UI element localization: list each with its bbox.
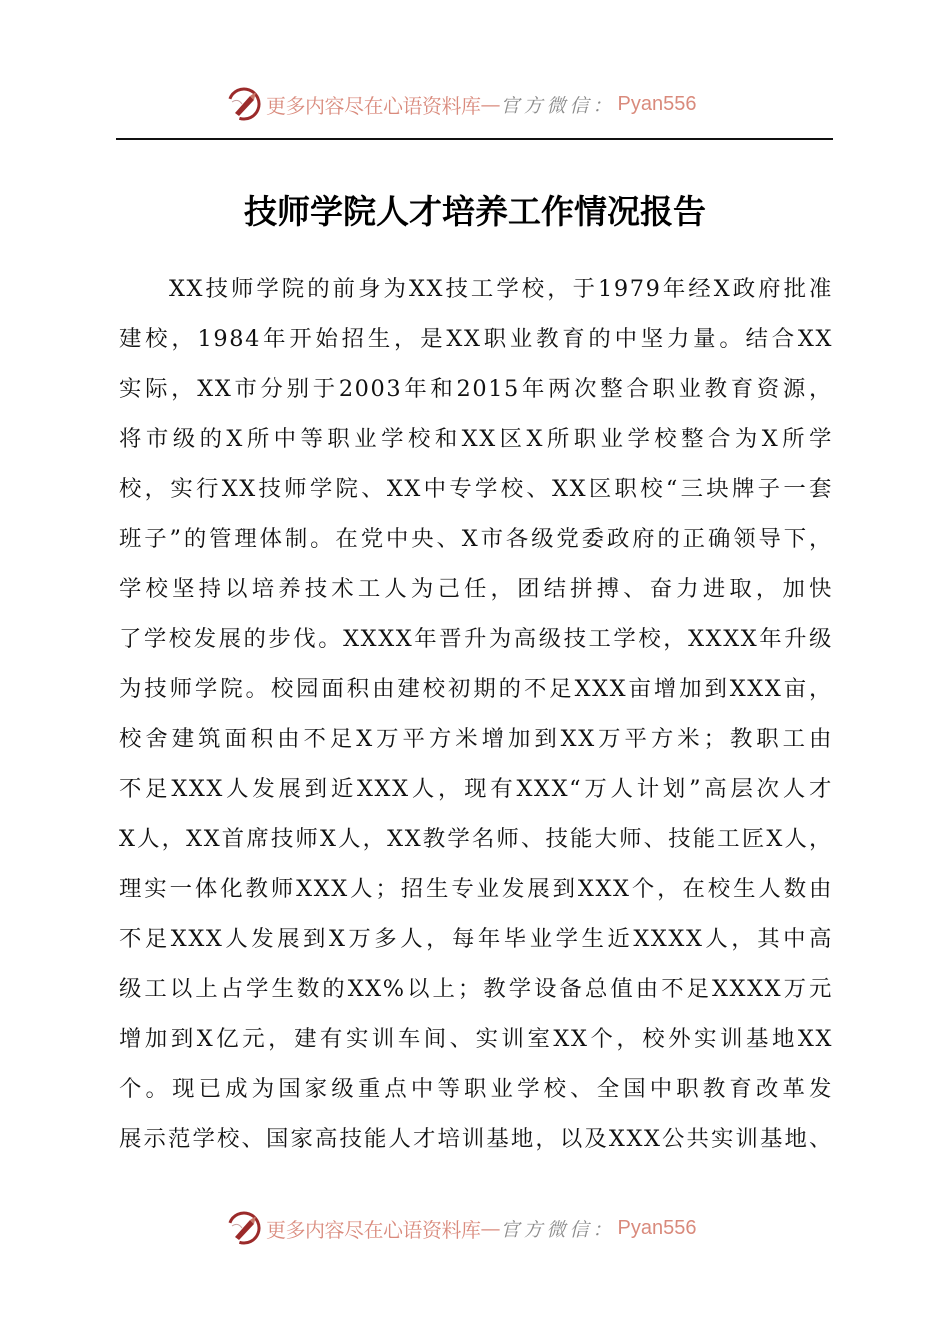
body-line: XX技师学院的前身为XX技工学校，于1979年经X政府批准 <box>169 276 833 302</box>
body-line: 不足XXX人发展到近XXX人，现有XXX“万人计划”高层次人才 <box>119 776 833 802</box>
body-line: 校舍建筑面积由不足X万平方米增加到XX万平方米；教职工由 <box>119 726 833 752</box>
banner-dash: — <box>480 1216 501 1240</box>
body-line: 了学校发展的步伐。XXXX年晋升为高级技工学校，XXXX年升级 <box>119 626 833 652</box>
banner-dash: — <box>480 92 501 116</box>
quill-pen-logo-icon <box>226 1210 262 1246</box>
body-line: 级工以上占学生数的XX%以上；教学设备总值由不足XXXX万元 <box>119 976 833 1002</box>
banner-wechat-id: Pyan556 <box>617 1216 697 1239</box>
body-line: 将市级的X所中等职业学校和XX区X所职业学校整合为X所学 <box>119 426 833 452</box>
body-line: 班子”的管理体制。在党中央、X市各级党委政府的正确领导下， <box>119 526 833 552</box>
banner-wechat-label: 官方微信： <box>500 94 616 117</box>
banner-main-text: 更多内容尽在心语资料库 <box>266 1217 481 1242</box>
body-line: 展示范学校、国家高技能人才培训基地，以及XXX公共实训基地、 <box>119 1126 833 1152</box>
header-banner <box>226 84 696 124</box>
document-title: 技师学院人才培养工作情况报告 <box>244 192 706 231</box>
body-line: 校，实行XX技师学院、XX中专学校、XX区职校“三块牌子一套 <box>119 476 833 502</box>
header-divider <box>116 138 833 140</box>
body-line: 理实一体化教师XXX人；招生专业发展到XXX个，在校生人数由 <box>119 876 833 902</box>
banner-wechat-id: Pyan556 <box>617 92 697 115</box>
body-line: X人，XX首席技师X人，XX教学名师、技能大师、技能工匠X人， <box>119 826 833 852</box>
body-line: 学校坚持以培养技术工人为己任，团结拼搏、奋力进取，加快 <box>119 576 833 602</box>
banner-main-text: 更多内容尽在心语资料库 <box>266 93 481 118</box>
body-line: 建校，1984年开始招生，是XX职业教育的中坚力量。结合XX <box>119 326 833 352</box>
body-line: 为技师学院。校园面积由建校初期的不足XXX亩增加到XXX亩， <box>119 676 833 702</box>
banner-wechat-label: 官方微信： <box>500 1218 616 1241</box>
document-body <box>119 264 833 1164</box>
footer-banner <box>226 1208 696 1248</box>
body-line: 个。现已成为国家级重点中等职业学校、全国中职教育改革发 <box>119 1076 833 1102</box>
body-line: 增加到X亿元，建有实训车间、实训室XX个，校外实训基地XX <box>119 1026 833 1052</box>
body-line: 实际，XX市分别于2003年和2015年两次整合职业教育资源， <box>119 376 833 402</box>
quill-pen-logo-icon <box>226 86 262 122</box>
body-line: 不足XXX人发展到X万多人，每年毕业学生近XXXX人，其中高 <box>119 926 833 952</box>
